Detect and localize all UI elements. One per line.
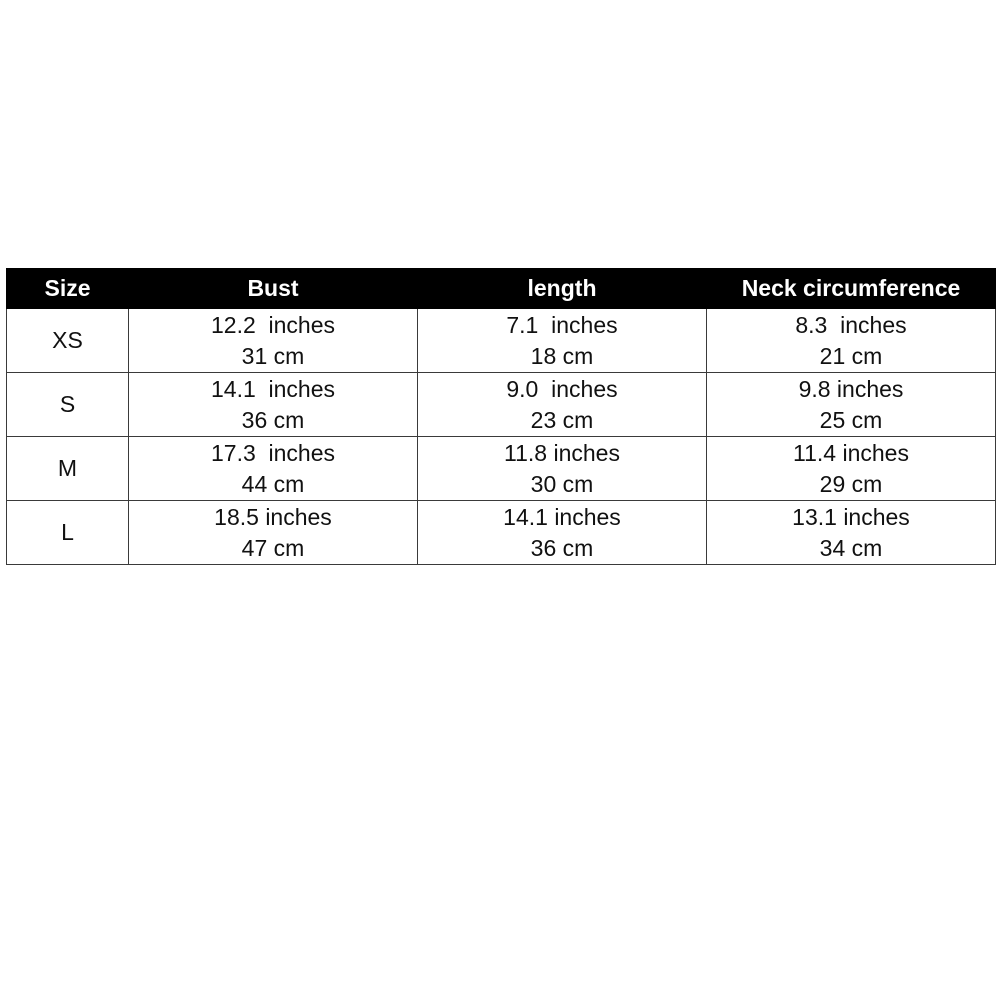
length-inches: 7.1 inches (506, 311, 618, 338)
length-cm: 30 cm (530, 470, 594, 497)
length-cell (418, 373, 707, 437)
bust-inches: 12.2 inches (210, 311, 336, 338)
neck-inches: 13.1 inches (792, 503, 910, 530)
bust-cell (129, 373, 418, 437)
bust-inches: 17.3 inches (210, 439, 336, 466)
neck-cell (707, 373, 996, 437)
bust-cell (129, 437, 418, 501)
length-inches: 14.1 inches (503, 503, 621, 530)
header-size: Size (7, 269, 129, 309)
neck-cm: 34 cm (819, 534, 883, 561)
bust-cell (129, 309, 418, 373)
header-length: length (418, 269, 707, 309)
length-cm: 23 cm (530, 406, 594, 433)
bust-cm: 44 cm (241, 470, 305, 497)
neck-inches: 9.8 inches (798, 375, 904, 402)
table-row (7, 373, 996, 437)
length-cm: 18 cm (530, 342, 594, 369)
length-inches: 11.8 inches (504, 439, 620, 466)
length-cm: 36 cm (530, 534, 594, 561)
bust-cm: 36 cm (241, 406, 305, 433)
header-row (7, 269, 996, 309)
length-inches: 9.0 inches (506, 375, 618, 402)
table-row (7, 309, 996, 373)
size-cell: M (7, 437, 129, 501)
neck-inches: 8.3 inches (795, 311, 907, 338)
neck-inches: 11.4 inches (793, 439, 909, 466)
size-cell: L (7, 501, 129, 565)
bust-inches: 14.1 inches (210, 375, 336, 402)
size-cell: XS (7, 309, 129, 373)
size-chart-table (6, 268, 996, 565)
neck-cm: 21 cm (819, 342, 883, 369)
bust-cm: 31 cm (241, 342, 305, 369)
neck-cell (707, 437, 996, 501)
neck-cm: 25 cm (819, 406, 883, 433)
header-bust: Bust (129, 269, 418, 309)
size-cell: S (7, 373, 129, 437)
bust-cell (129, 501, 418, 565)
bust-inches: 18.5 inches (214, 503, 332, 530)
neck-cm: 29 cm (819, 470, 883, 497)
length-cell (418, 437, 707, 501)
neck-cell (707, 309, 996, 373)
length-cell (418, 309, 707, 373)
table-row (7, 437, 996, 501)
length-cell (418, 501, 707, 565)
neck-cell (707, 501, 996, 565)
bust-cm: 47 cm (241, 534, 305, 561)
header-neck-circumference: Neck circumference (707, 269, 996, 309)
table-row (7, 501, 996, 565)
